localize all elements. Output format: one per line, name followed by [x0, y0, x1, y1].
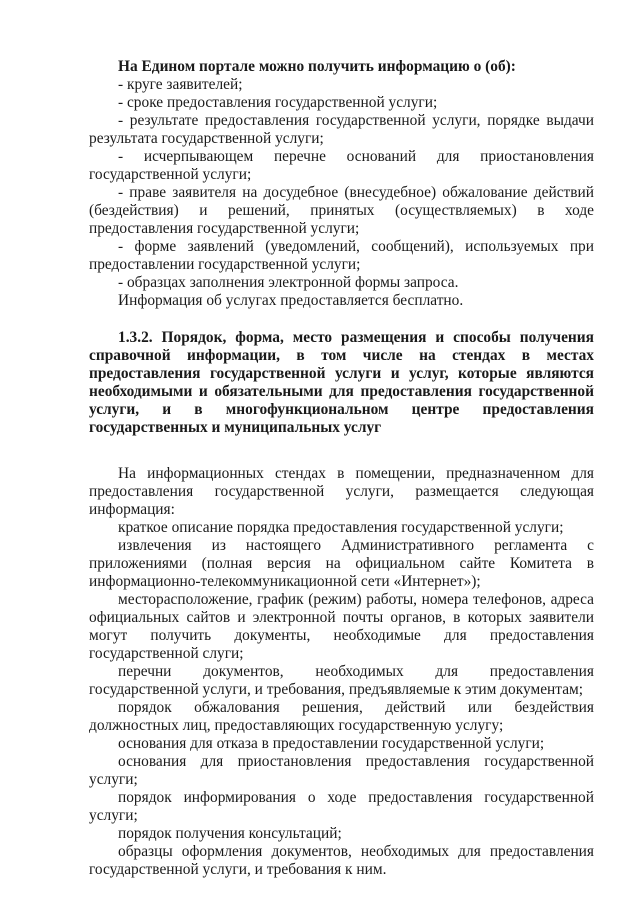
portal-info-heading: На Едином портале можно получить информацию о (об):	[118, 58, 516, 75]
stand-info-item: основания для отказа в предоставлении государственной услуги;	[118, 735, 545, 752]
section-heading: 1.3.2. Порядок, форма, место размещения и способы получения справочной информации, в том числе на стендах в местах предоставления государственной услуги и услуг, которые являются необходимыми и обязательными для предоставления государственной услуги, и в многофункциональном центре предоставления государственных и муниципальных услуг	[89, 329, 594, 436]
stand-info-item: образцы оформления документов, необходимых для предоставления государственной услуги, и требования к ним.	[89, 843, 594, 878]
free-info-note: Информация об услугах предоставляется бесплатно.	[118, 292, 464, 309]
stand-info-item: порядок получения консультаций;	[118, 825, 342, 842]
portal-info-item: - сроке предоставления государственной услуги;	[118, 94, 438, 111]
stand-info-item: краткое описание порядка предоставления государственной услуги;	[118, 519, 564, 536]
portal-info-item: - круге заявителей;	[118, 76, 243, 93]
stand-info-item: основания для приостановления предоставления государственной услуги;	[89, 753, 594, 788]
stand-info-item: порядок обжалования решения, действий или бездействия должностных лиц, предоставляющих государственную услугу;	[89, 699, 594, 734]
document-page	[89, 58, 594, 879]
stand-info-item: перечни документов, необходимых для предоставления государственной услуги, и требования, предъявляемые к этим документам;	[89, 663, 594, 698]
stand-info-item: месторасположение, график (режим) работы, номера телефонов, адреса официальных сайтов и электронной почты органов, в которых заявители могут получить документы, необходимые для предоставления государственной слуги;	[89, 591, 594, 662]
portal-info-item: - исчерпывающем перечне оснований для приостановления государственной услуги;	[89, 148, 594, 183]
portal-info-item: - образцах заполнения электронной формы запроса.	[118, 274, 459, 291]
stand-info-lead: На информационных стендах в помещении, предназначенном для предоставления государственной услуги, размещается следующая информация:	[89, 465, 594, 518]
stand-info-item: порядок информирования о ходе предоставления государственной услуги;	[89, 789, 594, 824]
portal-info-item: - результате предоставления государственной услуги, порядке выдачи результата государственной услуги;	[89, 112, 594, 147]
stand-info-item: извлечения из настоящего Административного регламента с приложениями (полная версия на официальном сайте Комитета в информационно-телекоммуникационной сети «Интернет»);	[89, 537, 594, 590]
portal-info-item: - форме заявлений (уведомлений, сообщений), используемых при предоставлении государственной услуги;	[89, 238, 594, 273]
portal-info-item: - праве заявителя на досудебное (внесудебное) обжалование действий (бездействия) и решений, принятых (осуществляемых) в ходе предоставления государственной услуги;	[89, 184, 594, 237]
